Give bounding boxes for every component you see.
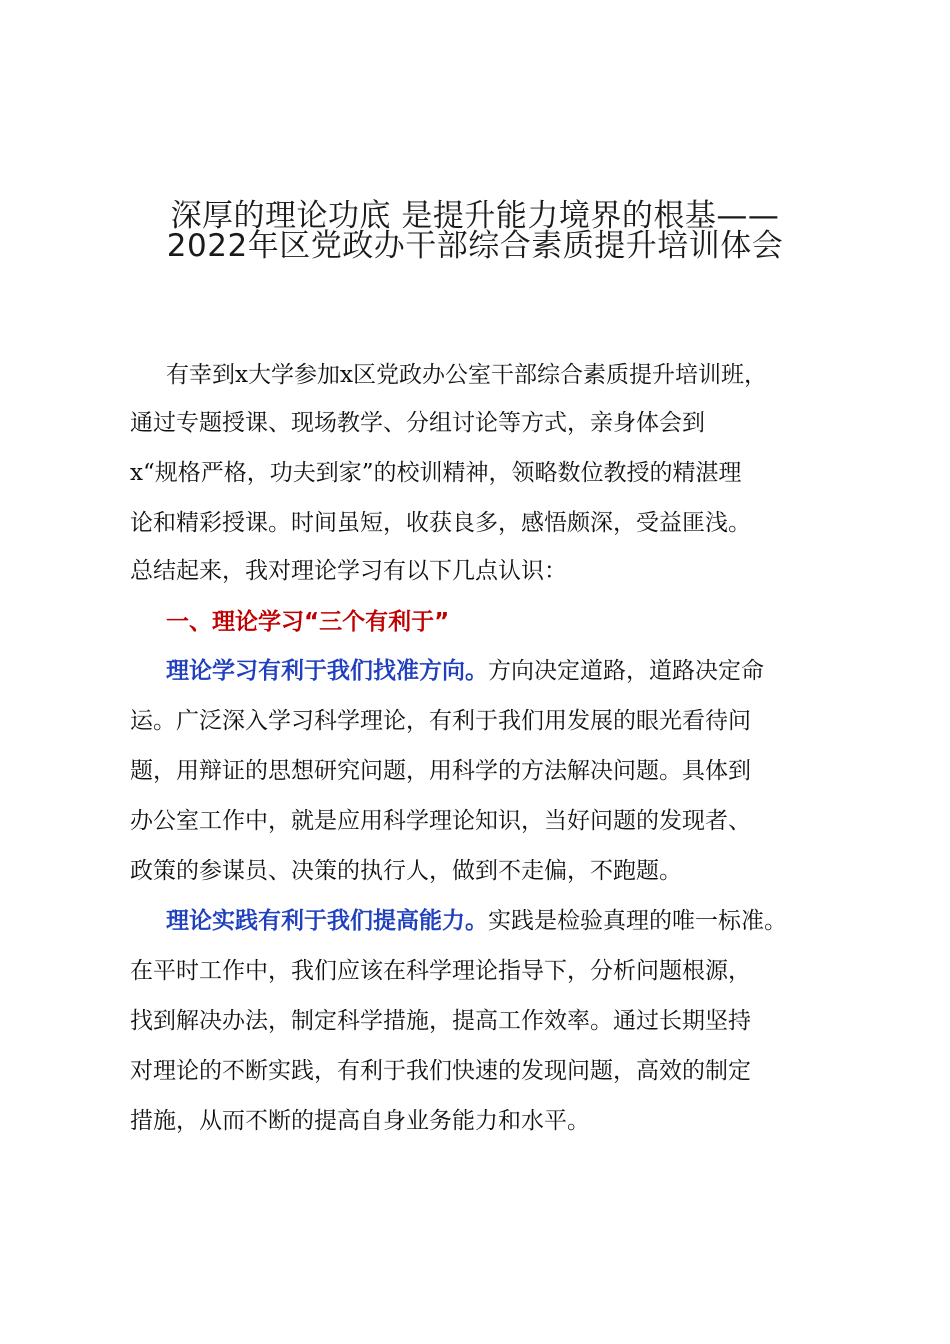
paragraph-line: 在平时工作中，我们应该在科学理论指导下，分析问题根源， bbox=[130, 958, 751, 984]
paragraph-line: 题，用辩证的思想研究问题，用科学的方法解决问题。具体到 bbox=[130, 758, 751, 784]
document-title-line-2: 2022年区党政办干部综合素质提升培训体会 bbox=[166, 228, 784, 264]
paragraph-line: 政策的参谋员、决策的执行人，做到不走偏，不跑题。 bbox=[130, 858, 682, 884]
intro-line: 通过专题授课、现场教学、分组讨论等方式，亲身体会到 bbox=[130, 410, 705, 436]
paragraph-line: 办公室工作中，就是应用科学理论知识，当好问题的发现者、 bbox=[130, 808, 751, 834]
paragraph-line: 运。广泛深入学习科学理论，有利于我们用发展的眼光看待问 bbox=[130, 708, 751, 734]
paragraph-text: 方向决定道路，道路决定命 bbox=[488, 658, 764, 684]
paragraph-lead-sentence: 理论学习有利于我们找准方向。 bbox=[166, 658, 488, 684]
document-title-line-1: 深厚的理论功底 是提升能力境界的根基—— bbox=[170, 198, 780, 234]
paragraph-text: 实践是检验真理的唯一标准。 bbox=[488, 908, 787, 934]
paragraph-line: 找到解决办法，制定科学措施，提高工作效率。通过长期坚持 bbox=[130, 1008, 751, 1034]
paragraph-line: 措施，从而不断的提高自身业务能力和水平。 bbox=[130, 1108, 590, 1134]
intro-line: 论和精彩授课。时间虽短，收获良多，感悟颇深，受益匪浅。 bbox=[130, 510, 751, 536]
paragraph-first-line bbox=[166, 656, 764, 686]
intro-line: 有幸到x大学参加x区党政办公室干部综合素质提升培训班， bbox=[166, 362, 767, 388]
section-heading: 一、理论学习“三个有利于” bbox=[166, 609, 450, 635]
intro-line: 总结起来，我对理论学习有以下几点认识： bbox=[130, 558, 567, 584]
paragraph-lead-sentence: 理论实践有利于我们提高能力。 bbox=[166, 908, 488, 934]
paragraph-line: 对理论的不断实践，有利于我们快速的发现问题，高效的制定 bbox=[130, 1058, 751, 1084]
paragraph-first-line bbox=[166, 906, 787, 936]
intro-line: x“规格严格，功夫到家”的校训精神，领略数位教授的精湛理 bbox=[130, 460, 742, 486]
